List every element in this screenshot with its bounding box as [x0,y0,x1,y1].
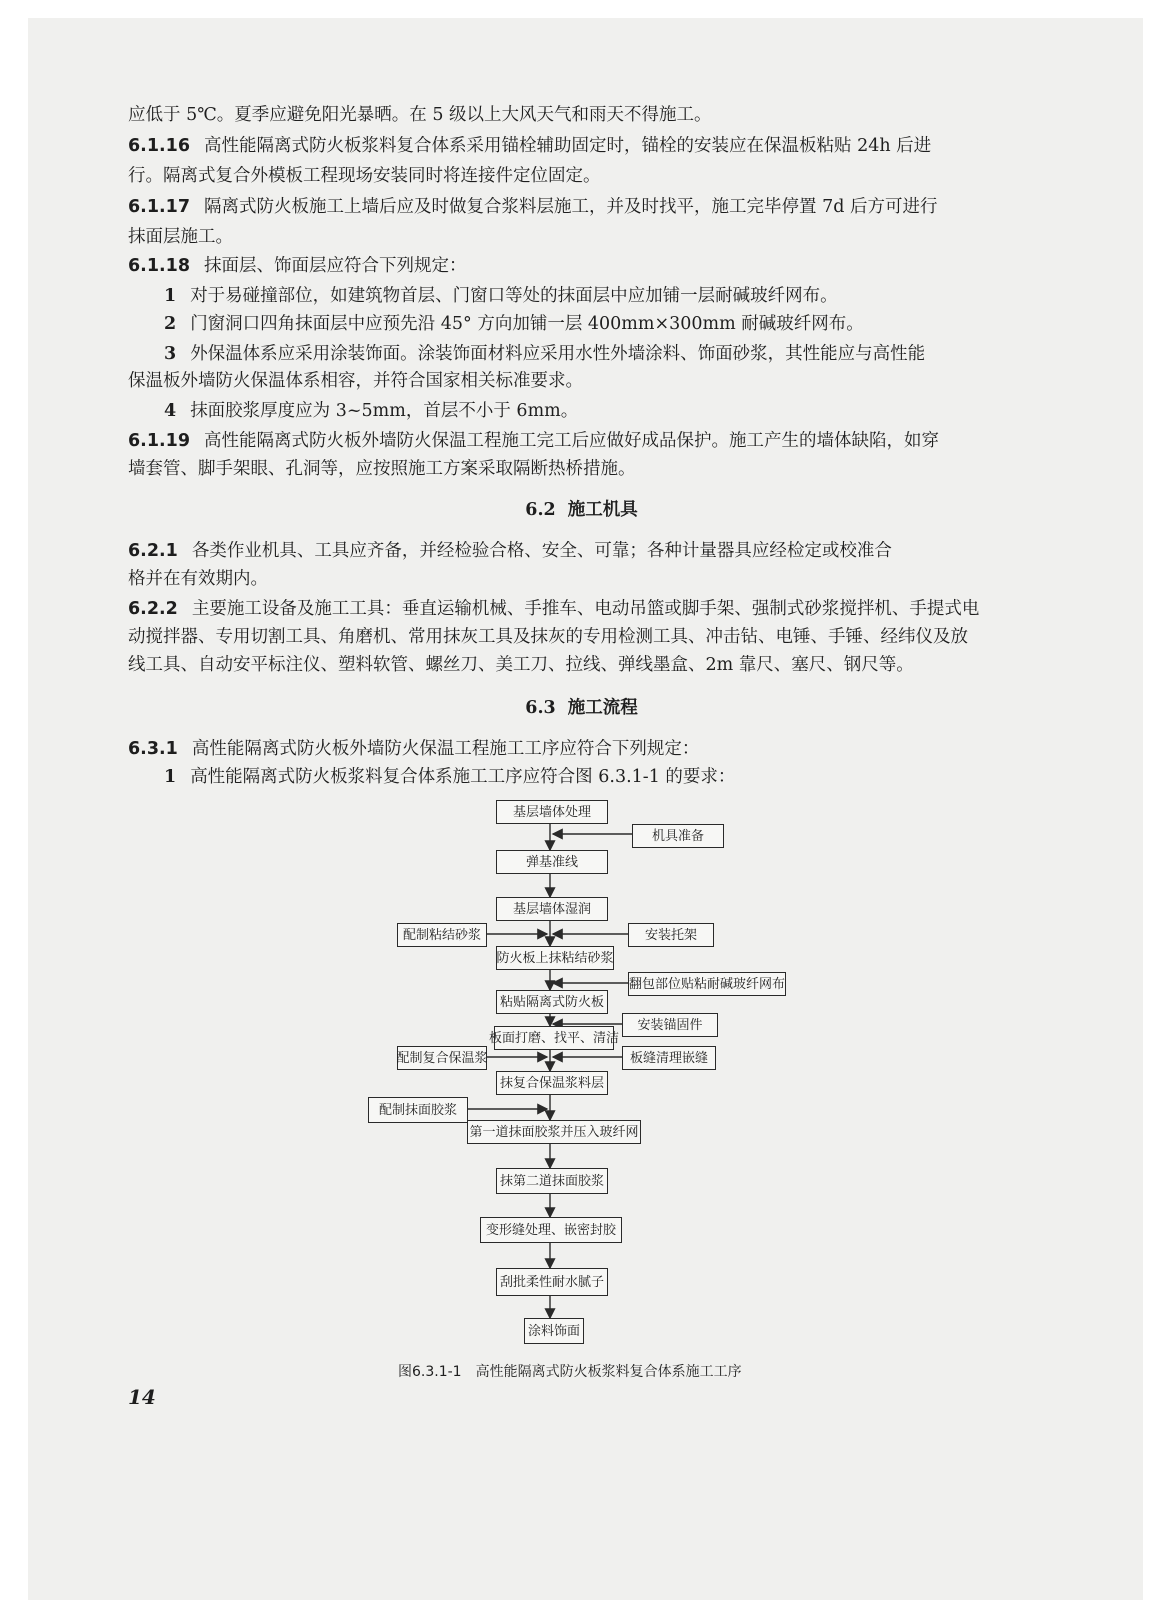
clause-text: 高性能隔离式防火板外墙防火保温工程施工工序应符合下列规定： [191,739,700,759]
flow-input: 翻包部位贴粘耐碱玻纤网布 [628,972,786,996]
item-number: 1 [164,286,177,306]
item-number: 4 [164,401,177,421]
flow-step: 基层墙体湿润 [496,897,608,921]
item-text: 外保温体系应采用涂装饰面。涂装饰面材料应采用水性外墙涂料、饰面砂浆，其性能应与高性能 [190,344,926,364]
flow-step: 粘贴隔离式防火板 [496,990,608,1014]
item-text: 抹面胶浆厚度应为 3~5mm，首层不小于 6mm。 [190,401,579,421]
clause-text: 各类作业机具、工具应齐备，并经检验合格、安全、可靠；各种计量器具应经检定或校准合 [191,541,892,561]
clause-text-continued: 动搅拌器、专用切割工具、角磨机、常用抹灰工具及抹灰的专用检测工具、冲击钻、电锤、手锤、经纬仪及放 [128,627,968,647]
clause-text: 高性能隔离式防火板浆料复合体系采用锚栓辅助固定时，锚栓的安装应在保温板粘贴 24h 后进 [204,136,932,156]
list-item-continued: 保温板外墙防火保温体系相容，并符合国家相关标准要求。 [128,371,583,391]
clause-number: 6.1.16 [128,136,191,156]
flow-input: 配制复合保温浆 [397,1046,487,1070]
clause-number: 6.2.1 [128,541,178,561]
flow-input: 配制粘结砂浆 [397,923,487,947]
clause-text-continued: 线工具、自动安平标注仪、塑料软管、螺丝刀、美工刀、拉线、弹线墨盒、2m 靠尺、塞尺、钢尺等。 [128,655,914,675]
section-number: 6.3 [525,698,556,718]
section-title: 施工机具 [567,500,638,520]
flow-step: 第一道抹面胶浆并压入玻纤网 [467,1120,641,1144]
flow-step: 板面打磨、找平、清洁 [494,1026,614,1050]
clause-text-continued: 行。隔离式复合外模板工程现场安装同时将连接件定位固定。 [128,166,601,186]
flow-step: 抹第二道抹面胶浆 [496,1168,608,1194]
flow-step: 弹基准线 [496,850,608,874]
flow-input: 安装托架 [628,923,714,947]
item-text: 高性能隔离式防火板浆料复合体系施工工序应符合图 6.3.1-1 的要求： [190,767,736,787]
clause-text-continued: 格并在有效期内。 [128,569,268,589]
flow-input: 配制抹面胶浆 [368,1097,468,1123]
clause-text: 主要施工设备及施工工具：垂直运输机械、手推车、电动吊篮或脚手架、强制式砂浆搅拌机、手提式电 [191,599,980,619]
flow-step: 涂料饰面 [524,1318,584,1344]
clause-number: 6.2.2 [128,599,178,619]
paragraph-line: 应低于 5℃。夏季应避免阳光暴晒。在 5 级以上大风天气和雨天不得施工。 [128,105,712,125]
clause-text: 抹面层、饰面层应符合下列规定： [204,256,467,276]
item-number: 1 [164,767,177,787]
flow-step: 抹复合保温浆料层 [496,1071,608,1095]
section-number: 6.2 [525,500,556,520]
item-number: 2 [164,314,177,334]
page-number: 14 [128,1385,156,1409]
flow-step: 刮批柔性耐水腻子 [496,1268,608,1296]
item-number: 3 [164,344,177,364]
flow-step: 变形缝处理、嵌密封胶 [480,1217,622,1243]
clause-number: 6.1.17 [128,197,191,217]
flow-input: 板缝清理嵌缝 [622,1046,716,1070]
clause-text-continued: 墙套管、脚手架眼、孔洞等，应按照施工方案采取隔断热桥措施。 [128,459,636,479]
item-text: 对于易碰撞部位，如建筑物首层、门窗口等处的抹面层中应加铺一层耐碱玻纤网布。 [190,286,838,306]
flow-input: 机具准备 [632,824,724,848]
clause-number: 6.3.1 [128,739,178,759]
clause-text: 高性能隔离式防火板外墙防火保温工程施工完工后应做好成品保护。施工产生的墙体缺陷，如穿 [204,431,940,451]
figure-caption: 图6.3.1-1 高性能隔离式防火板浆料复合体系施工工序 [398,1364,742,1380]
flow-step: 基层墙体处理 [496,800,608,824]
flow-input: 安装锚固件 [622,1013,718,1037]
clause-number: 6.1.18 [128,256,191,276]
flow-step: 防火板上抹粘结砂浆 [496,946,614,970]
clause-text-continued: 抹面层施工。 [128,227,233,247]
item-text: 门窗洞口四角抹面层中应预先沿 45° 方向加铺一层 400mm×300mm 耐碱玻纤网布。 [190,314,864,334]
clause-number: 6.1.19 [128,431,191,451]
clause-text: 隔离式防火板施工上墙后应及时做复合浆料层施工，并及时找平，施工完毕停置 7d 后方可进行 [204,197,938,217]
section-title: 施工流程 [567,698,638,718]
